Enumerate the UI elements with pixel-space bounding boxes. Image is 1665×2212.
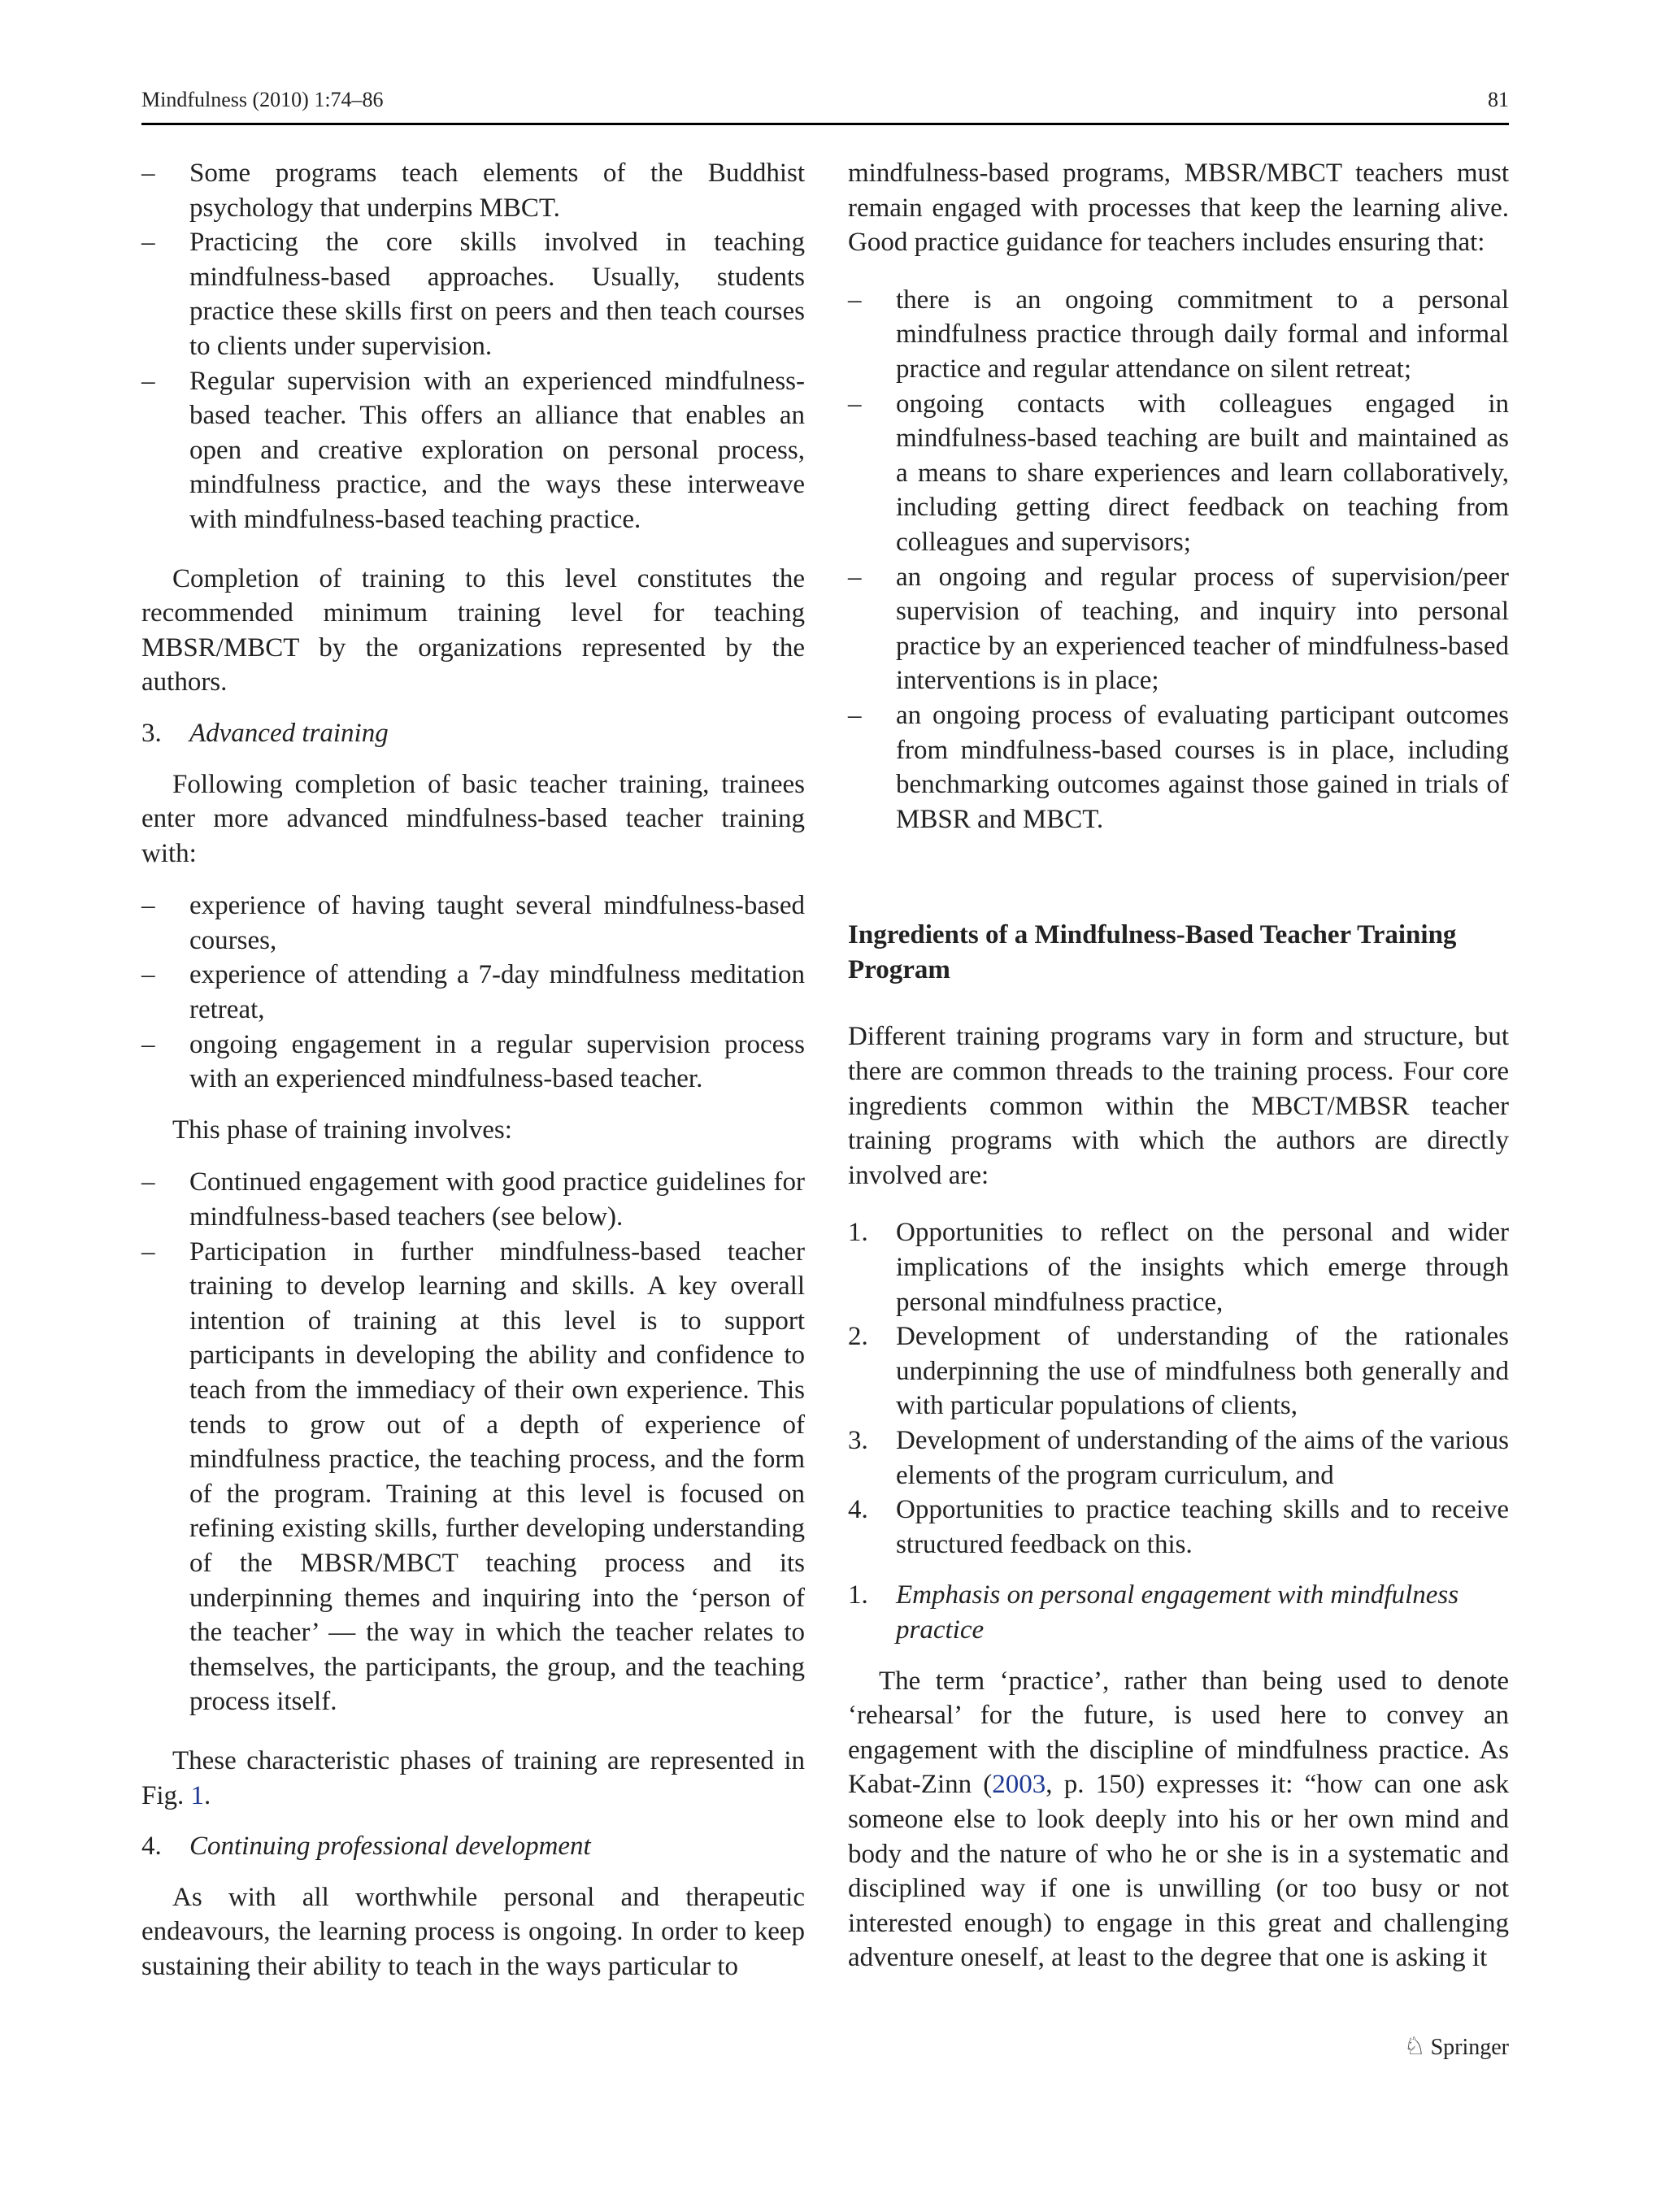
item-number: 3. [848, 1426, 868, 1455]
text-span: , p. 150) expresses it: “how can one ask someone else to look deeply into his or her own mind and body and the nature of who he or she is in a systematic and disciplined way if one is unwilling (or too busy or not interested enough) to engage in this great and challenging adventure oneself, at least to the degree that one is asking it [848, 1770, 1509, 1973]
list-item: – experience of having taught several mindfulness-based courses, [141, 889, 805, 958]
good-practice-list [848, 283, 1509, 837]
list-item: – Practicing the core skills involved in teaching mindfulness-based approaches. Usually, students practice these skills first on peers and then teach courses to clients under supervision. [141, 225, 805, 363]
right-column [848, 156, 1509, 1975]
paragraph-practice-term [848, 1664, 1509, 1975]
item-number: 4. [848, 1495, 868, 1525]
list-item: – an ongoing process of evaluating participant outcomes from mindfulness-based courses is in place, including benchmarking outcomes against those gained in trials of MBSR and MBCT. [848, 698, 1509, 837]
list-item: – there is an ongoing commitment to a personal mindfulness practice through daily formal and informal practice and regular attendance on silent retreat; [848, 283, 1509, 387]
text-span: The term ‘practice’, rather than being used to denote ‘rehearsal’ for the future, is used here to convey an engagement with the discipline of mindfulness practice. As Kabat-Zinn ( [848, 1666, 1509, 1800]
subheading-advanced-training [141, 716, 805, 751]
text-span: These characteristic phases of training are represented in Fig. [141, 1745, 805, 1810]
list-item: – Continued engagement with good practice guidelines for mindfulness-based teachers (see below). [141, 1165, 805, 1234]
publisher-footer [1404, 2032, 1509, 2061]
basic-training-list [141, 156, 805, 537]
subheading-text: Continuing professional development [189, 1832, 591, 1862]
phase-involves-list [141, 1165, 805, 1719]
list-item: – ongoing contacts with colleagues engaged in mindfulness-based teaching are built and maintained as a means to share experiences and learn collaboratively, including getting direct feedback on teaching from colleagues and supervisors; [848, 387, 1509, 560]
item-text: Development of understanding of the aims of the various elements of the program curriculum, and [896, 1426, 1509, 1490]
item-text: Opportunities to practice teaching skills and to receive structured feedback on this. [896, 1495, 1509, 1559]
item-text: Opportunities to reflect on the personal and wider implications of the insights which emerge through personal mindfulness practice, [896, 1218, 1509, 1317]
publisher-name: Springer [1430, 2035, 1509, 2060]
citation-link[interactable]: 2003 [992, 1770, 1046, 1800]
item-text: Development of understanding of the rationales underpinning the use of mindfulness both generally and with particular populations of clients, [896, 1322, 1509, 1421]
advanced-requirements-list [141, 889, 805, 1097]
figure-link[interactable]: 1 [190, 1780, 205, 1810]
list-item [848, 1493, 1509, 1562]
list-item: – Some programs teach elements of the Buddhist psychology that underpins MBCT. [141, 156, 805, 225]
item-number: 2. [848, 1322, 868, 1352]
page-number: 81 [1488, 88, 1509, 111]
header-rule [141, 123, 1509, 125]
paragraph-continued: mindfulness-based programs, MBSR/MBCT teachers must remain engaged with processes that keep the learning alive. Good practice guidance for teachers includes ensuring that: [848, 159, 1509, 258]
text-span: . [204, 1780, 211, 1810]
list-item: – ongoing engagement in a regular supervision process with an experienced mindfulness-based teacher. [141, 1028, 805, 1097]
subheading-number: 1. [848, 1580, 868, 1610]
paragraph-phase: This phase of training involves: [172, 1115, 512, 1145]
list-item: – Participation in further mindfulness-based teacher training to develop learning and skills. A key overall intention of training at this level is to support participants in developing the ability and confidence to teach from the immediacy of their own experience. This tends to grow out of a depth of experience of mindfulness practice, the teaching process, and the form of the program. Training at this level is focused on refining existing skills, further developing understanding of the MBSR/MBCT teaching process and its underpinning themes and inquiring into the ‘person of the teacher’ — the way in which the teacher relates to themselves, the participants, the group, and the teaching process itself. [141, 1235, 805, 1719]
subheading-emphasis [848, 1578, 1509, 1647]
subheading-text: Emphasis on personal engagement with mindfulness practice [896, 1580, 1459, 1645]
paragraph-different-programs: Different training programs vary in form and structure, but there are common threads to the training process. Four core ingredients common within the MBCT/MBSR teacher training programs with which the authors are directly involved are: [848, 1022, 1509, 1190]
list-item: – experience of attending a 7-day mindfulness meditation retreat, [141, 958, 805, 1027]
list-item [848, 1423, 1509, 1493]
core-ingredients-list [848, 1215, 1509, 1562]
list-item [848, 1215, 1509, 1319]
item-number: 1. [848, 1218, 868, 1248]
list-item: – an ongoing and regular process of supervision/peer supervision of teaching, and inquiry into personal practice by an experienced teacher of mindfulness-based interventions is in place; [848, 560, 1509, 698]
subheading-number: 4. [141, 1832, 162, 1862]
section-heading: Ingredients of a Mindfulness-Based Teacher Training Program [848, 920, 1457, 984]
paragraph-phases-figure [141, 1744, 805, 1813]
subheading-cpd [141, 1829, 805, 1864]
springer-horse-icon: ♘ [1403, 2033, 1426, 2060]
paragraph-following: Following completion of basic teacher training, trainees enter more advanced mindfulness-based teacher training with: [141, 769, 805, 868]
subheading-text: Advanced training [189, 718, 389, 748]
paragraph-endeavours: As with all worthwhile personal and therapeutic endeavours, the learning process is ongoing. In order to keep sustaining their ability to teach in the ways particular to [141, 1882, 805, 1981]
list-item: – Regular supervision with an experienced mindfulness-based teacher. This offers an alliance that enables an open and creative exploration on personal process, mindfulness practice, and the ways these interweave with mindfulness-based teaching practice. [141, 364, 805, 537]
paragraph-completion: Completion of training to this level constitutes the recommended minimum training level for teaching MBSR/MBCT by the organizations represented by the authors. [141, 563, 805, 697]
left-column [141, 156, 805, 1984]
running-header: Mindfulness (2010) 1:74–86 [141, 88, 384, 111]
subheading-number: 3. [141, 718, 162, 748]
list-item [848, 1319, 1509, 1423]
